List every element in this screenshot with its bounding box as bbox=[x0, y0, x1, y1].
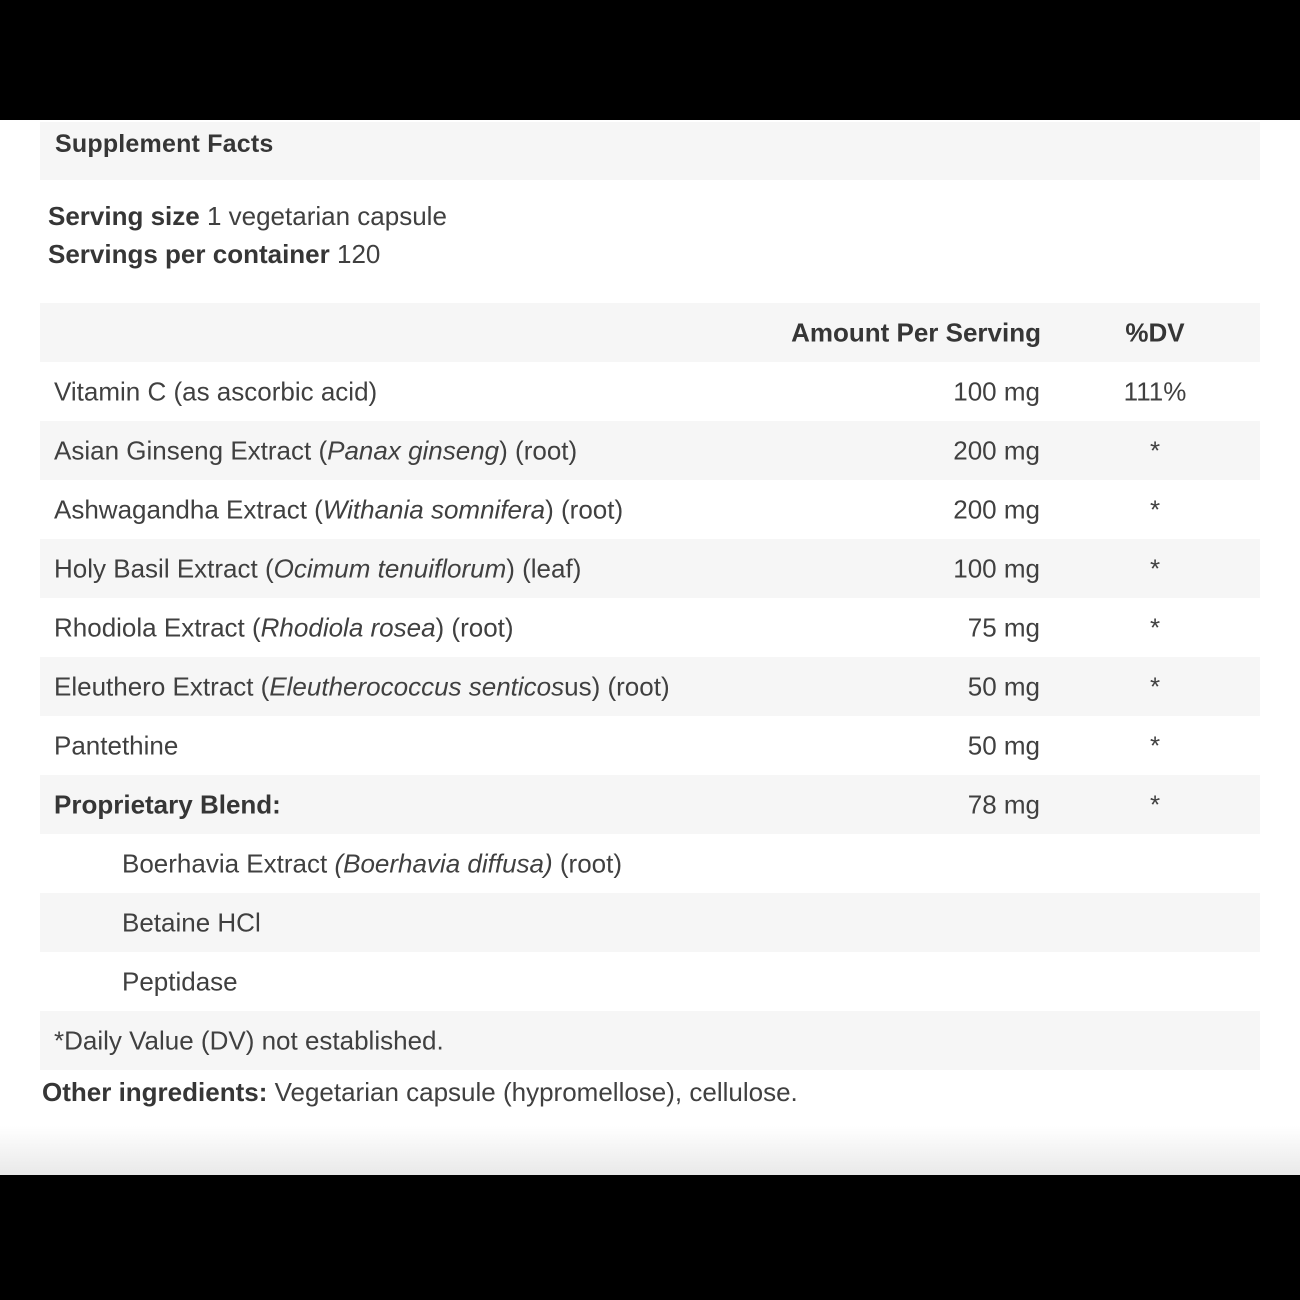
percent-dv-value: 111% bbox=[1123, 376, 1187, 406]
percent-dv-value: * bbox=[1149, 612, 1161, 642]
ingredient-name: Rhodiola Extract (Rhodiola rosea) (root) bbox=[54, 612, 514, 642]
percent-dv-value: * bbox=[1149, 671, 1161, 701]
percent-dv-value: * bbox=[1149, 494, 1161, 524]
amount-per-serving-header: Amount Per Serving bbox=[791, 317, 1041, 347]
ingredient-name: Pantethine bbox=[54, 730, 179, 760]
amount-per-serving-value: 50 mg bbox=[967, 671, 1040, 701]
ingredient-name: Ashwagandha Extract (Withania somnifera) (root) bbox=[54, 494, 624, 524]
table-row bbox=[40, 952, 1260, 1011]
table-row bbox=[40, 539, 1260, 598]
table-row bbox=[40, 480, 1260, 539]
table-row bbox=[40, 775, 1260, 834]
table-rows bbox=[40, 362, 1260, 1070]
percent-dv-value: * bbox=[1149, 789, 1161, 819]
amount-per-serving-value: 75 mg bbox=[967, 612, 1040, 642]
serving-size-value: 1 vegetarian capsule bbox=[199, 201, 447, 231]
amount-per-serving-value: 200 mg bbox=[953, 435, 1040, 465]
ingredient-name: Eleuthero Extract (Eleutherococcus senticosus) (root) bbox=[54, 671, 670, 701]
ingredient-name: Vitamin C (as ascorbic acid) bbox=[54, 376, 378, 406]
bottom-black-band bbox=[0, 1175, 1300, 1300]
table-row bbox=[40, 421, 1260, 480]
other-ingredients-label: Other ingredients: bbox=[42, 1077, 268, 1107]
table-row bbox=[40, 598, 1260, 657]
other-ingredients-line bbox=[42, 1074, 798, 1111]
percent-dv-value: * bbox=[1149, 553, 1161, 583]
bottom-fade bbox=[0, 1126, 1300, 1175]
ingredient-name: Boerhavia Extract (Boerhavia diffusa) (root) bbox=[122, 848, 623, 878]
table-row bbox=[40, 834, 1260, 893]
percent-dv-value: * bbox=[1149, 730, 1161, 760]
amount-per-serving-value: 200 mg bbox=[953, 494, 1040, 524]
top-black-band bbox=[0, 0, 1300, 120]
ingredient-name: Asian Ginseng Extract (Panax ginseng) (root) bbox=[54, 435, 578, 465]
footnote-text: *Daily Value (DV) not established. bbox=[54, 1025, 444, 1055]
percent-dv-value: * bbox=[1149, 435, 1161, 465]
ingredient-name: Peptidase bbox=[122, 966, 238, 996]
amount-per-serving-value: 50 mg bbox=[967, 730, 1040, 760]
ingredient-name: Holy Basil Extract (Ocimum tenuiflorum) (leaf) bbox=[54, 553, 582, 583]
amount-per-serving-value: 78 mg bbox=[967, 789, 1040, 819]
supplement-facts-title: Supplement Facts bbox=[55, 130, 274, 158]
servings-count-value: 120 bbox=[329, 239, 381, 269]
table-header-row bbox=[40, 303, 1260, 362]
serving-size-line bbox=[48, 197, 447, 235]
supplement-facts-table bbox=[40, 303, 1260, 1070]
table-row bbox=[40, 657, 1260, 716]
serving-info bbox=[48, 197, 447, 273]
ingredient-name: Betaine HCl bbox=[122, 907, 261, 937]
amount-per-serving-value: 100 mg bbox=[953, 553, 1040, 583]
percent-dv-header: %DV bbox=[1125, 317, 1185, 347]
servings-count-label: Servings per container bbox=[48, 239, 330, 269]
amount-per-serving-value: 100 mg bbox=[953, 376, 1040, 406]
daily-value-footnote-row bbox=[40, 1011, 1260, 1070]
other-ingredients-value: Vegetarian capsule (hypromellose), cellulose. bbox=[267, 1077, 798, 1107]
serving-size-label: Serving size bbox=[48, 201, 200, 231]
supplement-facts-header-band bbox=[40, 122, 1260, 180]
table-row bbox=[40, 716, 1260, 775]
table-row bbox=[40, 362, 1260, 421]
servings-per-container-line bbox=[48, 235, 447, 273]
table-row bbox=[40, 893, 1260, 952]
ingredient-name: Proprietary Blend: bbox=[54, 789, 281, 819]
